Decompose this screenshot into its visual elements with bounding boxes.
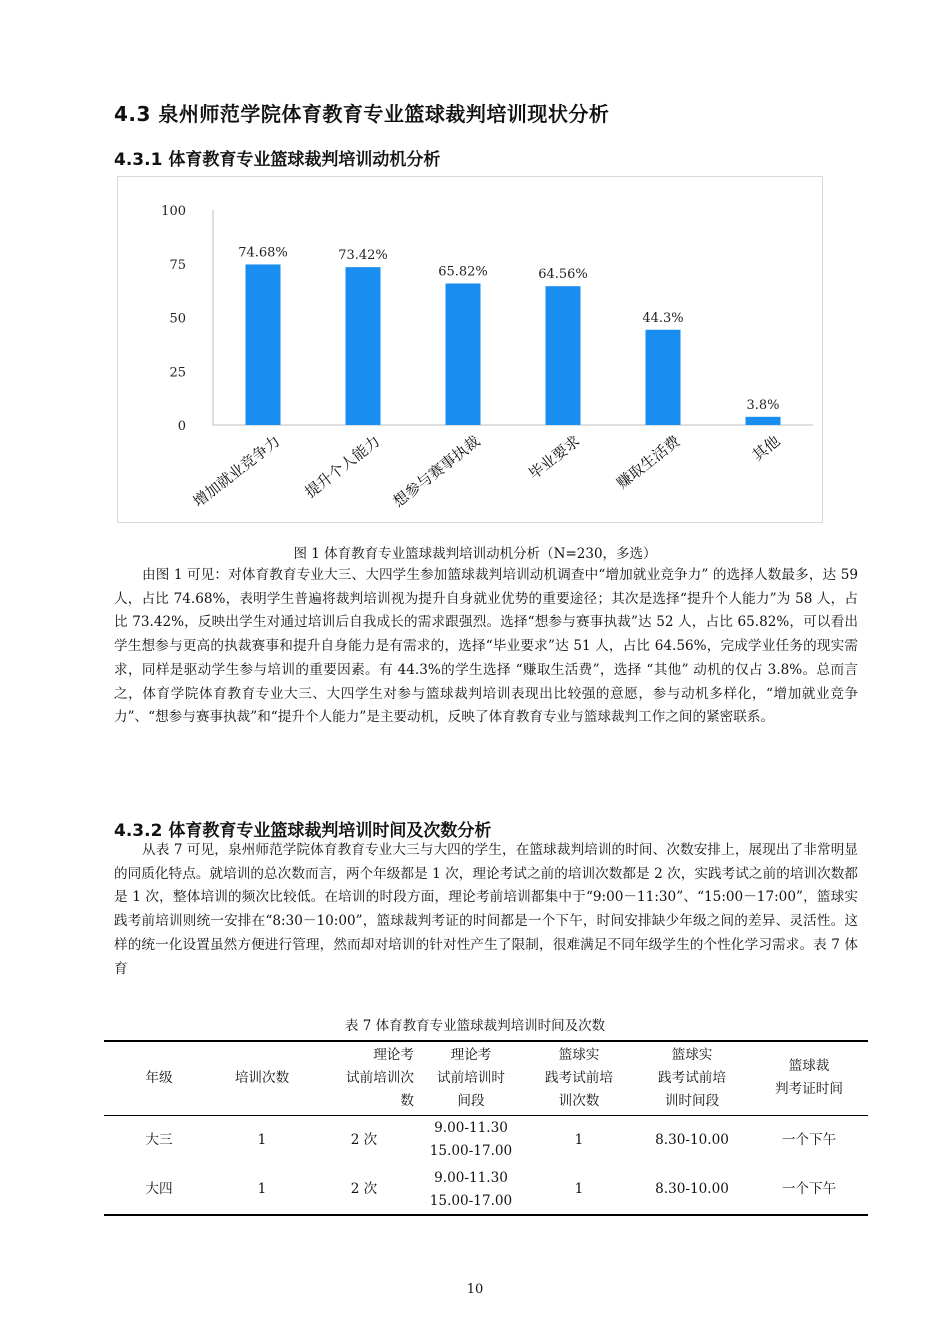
- training-schedule-table: [104, 1040, 868, 1216]
- header-practice-count: [524, 1041, 634, 1115]
- y-tick-label: 75: [169, 257, 186, 273]
- cell-exam-time: 一个下午: [750, 1165, 868, 1215]
- bar: [246, 264, 281, 425]
- paragraph-schedule: 从表 7 可见，泉州师范学院体育教育专业大三与大四的学生，在篮球裁判培训的时间、次数安排上，展现出了非常明显的同质化特点。就培训的总次数而言，两个年级都是 1 次，理论考试之前的培训次数都是 2 次，实践考试之前的培训次数都是 1 次，整体培训的频次比较低。在培训的时段方面，理论考前培训都集中于“9:00－11:30”、“15:00－17:00”，篮球实践考前培训则统一安排在“8:30－10:00”，篮球裁判考证的时间都是一个下午，时间安排缺少年级之间的差异、灵活性。这样的统一化设置虽然方便进行管理，然而却对培训的针对性产生了限制，很难满足不同年级学生的个性化学习需求。表 7 体育: [114, 842, 858, 977]
- header-text-line: 训次数: [558, 1092, 600, 1109]
- bar-value-label: 74.68%: [238, 245, 288, 261]
- y-tick-label: 0: [177, 419, 186, 434]
- bar: [546, 286, 581, 425]
- header-training-count: [214, 1041, 310, 1115]
- bar: [446, 283, 481, 425]
- cell-practice-count: 1: [524, 1165, 634, 1215]
- cell-exam-time: 一个下午: [781, 1131, 837, 1148]
- subsection-heading-motivation: 4.3.1 体育教育专业篮球裁判培训动机分析: [114, 150, 441, 170]
- header-text-line: 数: [400, 1092, 414, 1109]
- bar: [646, 330, 681, 425]
- bar-value-label: 44.3%: [642, 310, 684, 326]
- cell-theory-count: 2 次: [350, 1131, 378, 1148]
- theory-time-line: 9.00-11.30: [434, 1120, 508, 1137]
- bar: [346, 267, 381, 425]
- header-text-line: 训时间段: [664, 1092, 720, 1109]
- x-tick-label: 提升个人能力: [301, 431, 384, 502]
- header-text-line: 年级: [145, 1069, 173, 1086]
- cell-theory-time: [418, 1115, 524, 1165]
- header-exam-time: [750, 1041, 868, 1115]
- x-tick-label: 毕业要求: [525, 431, 584, 484]
- header-lines: [545, 1044, 613, 1113]
- header-text-line: 判考证时间: [775, 1081, 843, 1098]
- header-text-line: 篮球实: [558, 1046, 600, 1063]
- table-row: [104, 1165, 868, 1215]
- motivation-bar-chart: [117, 176, 823, 523]
- bar-value-label: 65.82%: [438, 264, 488, 280]
- y-tick-label: 50: [169, 311, 186, 327]
- header-text-line: 培训次数: [234, 1069, 290, 1086]
- cell-count: 1: [257, 1131, 267, 1148]
- header-text-line: 篮球实: [671, 1046, 713, 1063]
- x-tick-label: 赚取生活费: [613, 431, 684, 493]
- header-grade: [104, 1041, 214, 1115]
- header-lines: [346, 1044, 414, 1113]
- cell-theory-count: 2 次: [310, 1165, 418, 1215]
- table-title: 表 7 体育教育专业篮球裁判培训时间及次数: [344, 1018, 606, 1034]
- chart-canvas: [118, 177, 822, 522]
- header-lines: [145, 1067, 172, 1090]
- cell-practice-time: 8.30-10.00: [634, 1165, 750, 1215]
- theory-time-line: 15.00-17.00: [429, 1143, 513, 1160]
- header-text-line: 试前培训次: [346, 1069, 414, 1086]
- subsection-heading-schedule: 4.3.2 体育教育专业篮球裁判培训时间及次数分析: [114, 821, 492, 841]
- section-heading: 4.3 泉州师范学院体育教育专业篮球裁判培训现状分析: [114, 102, 610, 126]
- cell-count: 1: [214, 1165, 310, 1215]
- bar-value-label: 64.56%: [538, 267, 588, 283]
- x-tick-label: 增加就业竞争力: [189, 431, 284, 511]
- bar-value-label: 3.8%: [746, 397, 780, 413]
- table-row: [104, 1115, 868, 1165]
- header-lines: [658, 1044, 726, 1113]
- theory-time-line: 9.00-11.30: [434, 1169, 508, 1186]
- header-text-line: 理论考: [450, 1046, 492, 1063]
- header-text-line: 间段: [457, 1092, 485, 1109]
- y-tick-label: 100: [161, 204, 186, 219]
- cell-theory-time: [418, 1165, 524, 1215]
- header-text-line: 试前培训时: [437, 1069, 505, 1086]
- x-tick-label: 想参与赛事执裁: [389, 431, 484, 511]
- cell-grade: 大三: [145, 1131, 173, 1148]
- header-lines: [437, 1044, 505, 1113]
- x-tick-label: 其他: [748, 431, 784, 465]
- header-lines: [235, 1067, 289, 1090]
- table-header-row: [104, 1041, 868, 1115]
- header-text-line: 践考试前培: [658, 1069, 726, 1086]
- bar-value-label: 73.42%: [338, 248, 388, 264]
- header-text-line: 理论考: [373, 1046, 414, 1063]
- header-theory-count: [310, 1041, 418, 1115]
- cell-grade: 大四: [104, 1165, 214, 1215]
- theory-time-line: 15.00-17.00: [429, 1192, 513, 1209]
- bar: [746, 417, 781, 425]
- y-tick-label: 25: [169, 365, 186, 381]
- header-practice-time: [634, 1041, 750, 1115]
- cell-practice-count: 1: [574, 1131, 584, 1148]
- cell-practice-time: 8.30-10.00: [655, 1131, 729, 1148]
- page-number: 10: [466, 1282, 484, 1297]
- header-text-line: 篮球裁: [788, 1058, 830, 1075]
- header-lines: [775, 1055, 843, 1101]
- header-theory-time: [418, 1041, 524, 1115]
- figure-caption: 图 1 体育教育专业篮球裁判培训动机分析（N=230，多选）: [293, 546, 657, 562]
- paragraph-motivation: 由图 1 可见：对体育教育专业大三、大四学生参加篮球裁判培训动机调查中“增加就业竞争力” 的选择人数最多，达 59 人，占比 74.68%，表明学生普遍将裁判培训视为提升自身就业优势的重要途径；其次是选择“提升个人能力”为 58 人，占比 73.42%，反映出学生对通过培训后自我成长的需求跟强烈。选择“想参与赛事执裁”达 52 人，占比 65.82%，可以看出学生想参与更高的执裁赛事和提升自身能力是有需求的，选择“毕业要求”达 51 人，占比 64.56%，完成学业任务的现实需求，同样是驱动学生参与培训的重要因素。有 44.3%的学生选择 “赚取生活费”，选择 “其他” 动机的仅占 3.8%。总而言之，体育学院体育教育专业大三、大四学生对参与篮球裁判培训表现出比较强的意愿，参与动机多样化，“增加就业竞争力”、“想参与赛事执裁”和“提升个人能力”是主要动机，反映了体育教育专业与篮球裁判工作之间的紧密联系。: [114, 567, 858, 726]
- header-text-line: 践考试前培: [545, 1069, 613, 1086]
